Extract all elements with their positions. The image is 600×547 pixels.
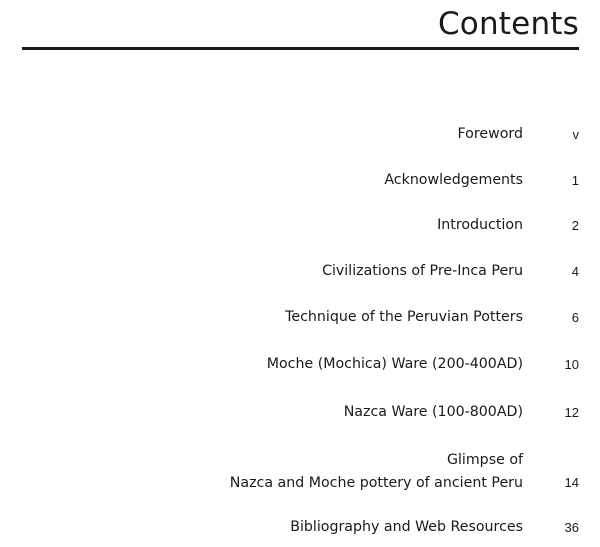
toc-entry-title: Nazca Ware (100-800AD) bbox=[343, 404, 523, 420]
toc-entry-title-line1: Glimpse of bbox=[446, 452, 523, 468]
toc-entry[interactable] bbox=[0, 215, 600, 239]
toc-entry-page: v bbox=[572, 127, 579, 142]
toc-entry[interactable] bbox=[0, 402, 600, 426]
toc-entry-title bbox=[230, 449, 523, 495]
toc-entry-page: 12 bbox=[564, 405, 579, 420]
toc-entry[interactable] bbox=[0, 170, 600, 194]
toc-entry-title: Acknowledgements bbox=[384, 172, 523, 188]
toc-entry-page: 1 bbox=[571, 173, 579, 188]
toc-entry-page: 14 bbox=[564, 475, 579, 490]
toc-entry-title-line2: Nazca and Moche pottery of ancient Peru bbox=[229, 475, 523, 491]
toc-entry[interactable] bbox=[0, 307, 600, 331]
toc-entry-title: Foreword bbox=[457, 126, 523, 142]
title-underline bbox=[22, 47, 579, 50]
toc-entry-title: Moche (Mochica) Ware (200-400AD) bbox=[266, 356, 523, 372]
toc-entry[interactable] bbox=[0, 517, 600, 541]
page-title: Contents bbox=[437, 6, 579, 42]
toc-entry-title: Introduction bbox=[437, 217, 523, 233]
toc-entry[interactable] bbox=[0, 449, 600, 497]
toc-entry[interactable] bbox=[0, 261, 600, 285]
toc-entry[interactable] bbox=[0, 124, 600, 148]
toc-entry-page: 2 bbox=[571, 218, 579, 233]
toc-entry-page: 6 bbox=[571, 310, 579, 325]
toc-entry-title: Technique of the Peruvian Potters bbox=[285, 309, 523, 325]
toc-entry-page: 10 bbox=[564, 357, 579, 372]
toc-entry-page: 4 bbox=[571, 264, 579, 279]
toc-entry[interactable] bbox=[0, 354, 600, 378]
toc-entry-title: Bibliography and Web Resources bbox=[290, 519, 523, 535]
toc-entry-title: Civilizations of Pre-Inca Peru bbox=[322, 263, 523, 279]
toc-entry-page: 36 bbox=[564, 520, 579, 535]
